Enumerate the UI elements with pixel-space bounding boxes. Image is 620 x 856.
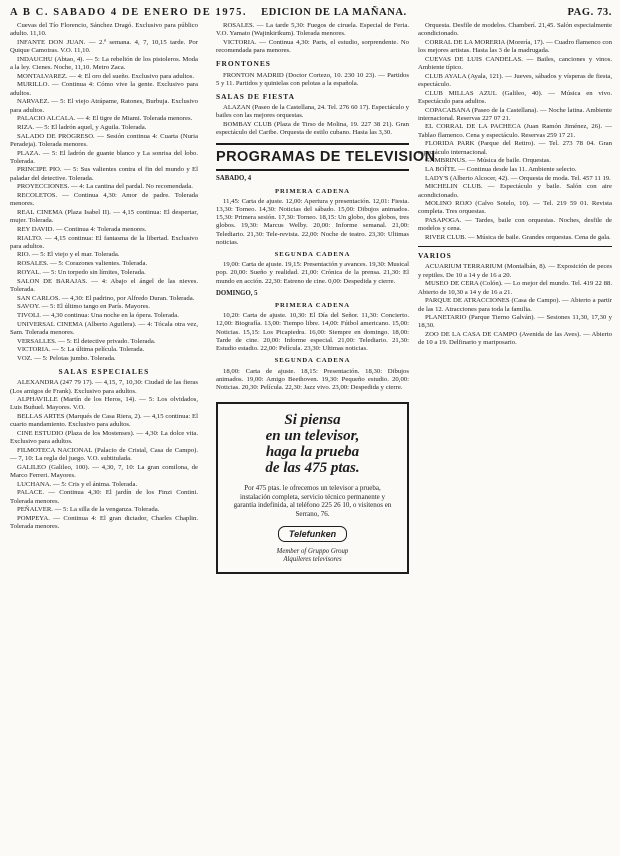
- day-heading: SABADO, 4: [216, 175, 252, 183]
- section-heading: SALAS DE FIESTA: [216, 91, 295, 101]
- listing-entry: RIALTO. — 4,15 continua: El fantasma de la libertad. Exclusivo para adultos.: [10, 234, 198, 250]
- tv-schedule: 18,00: Carta de ajuste. 18,15: Presentación. 18,30: Dibujos animados. 19,00: Amigo Beethoven. 19,30: Pequeño estudio. 20,00: Noticias. 20,30: Película. 22,30: Jazz vivo. 23,00: Despedida y cierre.: [216, 367, 409, 391]
- listing-entry: MICHELIN CLUB. — Espectáculo y baile. Salón con aire acondicionado.: [418, 183, 612, 199]
- ad-headline-line: en un televisor,: [265, 428, 360, 445]
- edition-label: EDICION DE LA MAÑANA.: [261, 6, 407, 18]
- listing-entry: COPACABANA (Paseo de la Castellana). — Noche latina. Ambiente internacional. Reservas 227 07 21.: [418, 106, 612, 122]
- brand-logo: Telefunken: [278, 526, 347, 542]
- listing-entry: MONTALVAREZ. — 4: El oro del sueño. Exclusivo para adultos.: [17, 72, 195, 80]
- column-left: [10, 22, 198, 856]
- listing-entry: MUSEO DE CERA (Colón). — Lo mejor del mundo. Tel. 419 22 88. Abierto de 10,30 a 14 y de 16 a 21.: [418, 280, 612, 296]
- ad-tagline: [226, 548, 399, 564]
- ad-headline: [226, 412, 399, 476]
- listing-entry: NARVAEZ. — 5: El viejo Atrápame, Ratones, Burbuja. Exclusivo para adultos.: [10, 98, 198, 114]
- listing-entry: ROSALES. — 5: Corazones valientes. Tolerada.: [17, 260, 148, 268]
- listing-entry: CLUB AYALA (Ayala, 121). — Jueves, sábados y vísperas de fiesta, espectáculo.: [418, 72, 612, 88]
- listing-entry: FRONTON MADRID (Doctor Cortezo, 10. 230 10 23). — Partidos 5 y 11. Partidos y quinielas con pelotas a la española.: [216, 71, 409, 87]
- listing-entry: Cuevas del Tío Florencio, Sánchez Dragó. Exclusivo para público adulto. 11,10.: [10, 22, 198, 38]
- ad-headline-line: de las 475 ptas.: [265, 460, 360, 477]
- page-header: [10, 3, 612, 21]
- listing-entry: RIVER CLUB. — Música de baile. Grandes orquestas. Cena de gala.: [425, 234, 611, 242]
- listing-entry: FILMOTECA NACIONAL (Palacio de Cristal, Casa de Campo). — 7, 10: La regla del juego. V.O. subtitulada.: [10, 446, 198, 463]
- day-heading: DOMINGO, 5: [216, 289, 258, 297]
- channel-heading: PRIMERA CADENA: [275, 302, 350, 310]
- listing-entry: SALON DE BARAJAS. — 4: Abajo el ángel de las nieves. Tolerada.: [10, 277, 198, 293]
- listing-entry: Orquesta. Desfile de modelos. Chamberí. 21,45. Salón especialmente acondicionado.: [418, 22, 612, 38]
- column-right: [418, 22, 612, 856]
- listing-entry: INDAUCHU (Abtao, 4). — 5: La rebelión de los pistoleros. Moda a la ley. Cienes. Noche, 11,10. Metro Zaca.: [10, 55, 198, 72]
- listing-entry: PALACE. — Continua 4,30: El jardín de los Finzi Contini. Tolerada menores.: [10, 489, 198, 505]
- ad-headline-line: haga la prueba: [265, 444, 360, 461]
- listing-entry: LADY'S (Alberto Alcocer, 42). — Orquesta de moda. Tel. 457 11 19.: [425, 174, 611, 182]
- listing-entry: SAN CARLOS. — 4,30: El padrino, por Alfredo Duran. Tolerada.: [17, 294, 195, 302]
- listing-entry: SAVOY. — 5: El último tango en París. Mayores.: [17, 303, 150, 311]
- listing-entry: MURILLO. — Continua 4: Cómo vive la gente. Exclusivo para adultos.: [10, 81, 198, 97]
- listing-entry: CLUB MILLAS AZUL (Galileo, 40). — Música en vivo. Espectáculo para adultos.: [418, 89, 612, 105]
- section-heading: SALAS ESPECIALES: [58, 367, 150, 377]
- listing-entry: LUCHANA. — 5: Cris y el ánima. Tolerada.: [17, 480, 138, 488]
- ad-tagline-line: Member of Gruppo Group: [276, 548, 349, 556]
- listing-entry: ROYAL. — 5: Un torpedo sin límites, Tolerada.: [17, 268, 146, 276]
- listing-entry: PALACIO ALCALA. — 4: El tigre de Miami. Tolerada menores.: [17, 115, 193, 123]
- listing-entry: TIVOLI. — 4,30 continua: Una noche en la ópera. Tolerada.: [17, 311, 179, 319]
- listing-entry: ALEXANDRA (247 79 17). — 4,15, 7, 10,30: Ciudad de las fieras (Los amigos de Frank). Exclusivo para adultos.: [10, 379, 198, 395]
- listing-entry: REAL CINEMA (Plaza Isabel II). — 4,15 continua: El despertar, mujer. Tolerada.: [10, 208, 198, 225]
- listing-entry: INFANTE DON JUAN. — 2.ª semana. 4, 7, 10,15 tarde. Por Quique Camoiras. V.O. 11,10.: [10, 38, 198, 55]
- channel-heading: PRIMERA CADENA: [275, 187, 350, 195]
- tv-section-title: PROGRAMAS DE TELEVISION: [216, 143, 409, 171]
- listing-entry: REY DAVID. — Continua 4: Tolerada menores.: [17, 225, 147, 233]
- section-heading: FRONTONES: [216, 59, 271, 69]
- listing-entry: PRINCIPE PIO. — 5: Sus valientes contra el fin del mundo y El paladar del detective. Tolerada.: [10, 166, 198, 182]
- listing-entry: VICTORIA. — Continua 4,30: Paris, el estudio, sorprendente. No recomendada para menores.: [216, 38, 409, 55]
- tv-schedule: 19,00: Carta de ajuste. 19,15: Presentación y avances. 19,30: Musical pop. 20,00: Sueño y realidad. 21,00: Crónica de la prensa. 21,30: El mundo en acción. 22,30: Estreno de cine. 0,00: Despedida y cierre.: [216, 261, 409, 285]
- listing-entry: PLAZA. — 5: El ladrón de guante blanco y La sonrisa del lobo. Tolerada.: [10, 149, 198, 165]
- listing-entry: VICTORIA. — 5: La última película. Tolerada.: [17, 346, 145, 354]
- ad-headline-line: Si piensa: [284, 412, 341, 429]
- listing-entry: FLORIDA PARK (Parque del Retiro). — Tel. 273 78 04. Gran espectáculo internacional.: [418, 140, 612, 156]
- channel-heading: SEGUNDA CADENA: [274, 357, 351, 365]
- listing-entry: LA BOÎTE. — Continua desde las 11. Ambiente selecto.: [425, 165, 577, 173]
- listing-entry: MOLINO ROJO (Calvo Sotelo, 10). — Tel. 219 59 01. Revista completa. Tres orquestas.: [418, 200, 612, 216]
- listing-entry: CUEVAS DE LUIS CANDELAS. — Bailes, canciones y vinos. Ambiente típico.: [418, 55, 612, 72]
- listing-entry: GAMBRINUS. — Música de baile. Orquestas.: [425, 157, 551, 165]
- listing-entry: PARQUE DE ATRACCIONES (Casa de Campo). — Abierto a partir de las 12. Atracciones para toda la familia.: [418, 297, 612, 313]
- listing-entry: RECOLETOS. — Continua 4,30: Amor de padre. Tolerada menores.: [10, 192, 198, 208]
- listing-entry: PASAPOGA. — Tardes, baile con orquestas. Noches, desfile de modelos y cena.: [418, 217, 612, 233]
- listing-entry: RIO. — 5: El viejo y el mar. Tolerada.: [17, 251, 120, 259]
- ad-body-text: Por 475 ptas. le ofrecemos un televisor a prueba, instalación completa, servicio técnico permanente y garantía indefinida, al teléfono 225 26 10, o visítenos en Serrano, 76.: [233, 484, 392, 518]
- listing-entry: POMPEYA. — Continua 4: El gran dictador, Charles Chaplin. Tolerada menores.: [10, 515, 198, 531]
- masthead-date: A B C. SABADO 4 DE ENERO DE 1975.: [10, 6, 248, 18]
- listing-entry: BOMBAY CLUB (Plaza de Tirso de Molina, 19. 227 38 21). Gran espectáculo del Caribe. Orquesta de estilo cubano. Hasta las 3,30.: [216, 121, 409, 137]
- special-cinemas: [10, 379, 198, 531]
- listing-entry: ALAZAN (Paseo de la Castellana, 24. Tel. 276 60 17). Espectáculo y bailes con las mejores orquestas.: [216, 104, 409, 120]
- listing-entry: GALILEO (Galileo, 100). — 4,30, 7, 10: La gran comilona, de Marco Ferreri. Mayores.: [10, 463, 198, 480]
- page-number: PAG. 73.: [567, 6, 612, 18]
- listing-entry: BELLAS ARTES (Marqués de Casa Riera, 2). — 4,15 continua: El cuarto mandamiento. Exclusivo para adultos.: [10, 413, 198, 429]
- section-divider: [418, 246, 612, 247]
- listing-entry: CINE ESTUDIO (Plaza de los Mostenses). — 4,30: La dolce vita. Exclusivo para adultos.: [10, 430, 198, 446]
- listing-entry: PEÑALVER. — 5: La silla de la venganza. Tolerada.: [17, 506, 160, 514]
- listing-entry: PROYECCIONES. — 4: La cantina del pardal. No recomendada.: [17, 183, 193, 191]
- tv-schedule: 10,20: Carta de ajuste. 10,30: El Día del Señor. 11,30: Concierto. 12,00: Biografía. 13,00: Tiempo libre. 14,00: Fútbol americano. 15,00: Noticias. 15,15: Los Picapiedra. 16,00: Siempre en domingo. 18,00: Tarde de cine. 20,00: Informe especial. 21,00: Telediario. 21,30: Estudio estadio. 22,00: Película. 23,30: Ultimas noticias.: [216, 312, 409, 353]
- listing-entry: PLANETARIO (Parque Tierno Galván). — Sesiones 11,30, 17,30 y 18,30.: [418, 314, 612, 330]
- tv-rental-advertisement: [216, 402, 409, 574]
- listing-entry: ALPHAVILLE (Martín de los Heros, 14). — 5: Los olvidados, Luis Buñuel. Mayores. V.O.: [10, 396, 198, 412]
- listing-entry: EL CORRAL DE LA PACHECA (Juan Ramón Jiménez, 26). — Tablao flamenco. Cena y espectáculo. Reservas 259 17 21.: [418, 123, 612, 139]
- listing-entry: ROSALES. — La tarde 5,30: Fuegos de ciruela. Especial de Feria. V.O. Yamato (Wajinkirikum). Tolerada menores.: [216, 22, 409, 38]
- cinema-listings: [10, 22, 198, 363]
- listing-entry: VERSALLES. — 5: El detective privado. Tolerada.: [17, 337, 156, 345]
- listing-entry: ZOO DE LA CASA DE CAMPO (Avenida de las Aves). — Abierto de 10 a 19. Delfinario y mariposario.: [418, 331, 612, 347]
- tv-schedule: 11,45: Carta de ajuste. 12,00: Apertura y presentación. 12,01: Fiesta. 13,30: Torneo. 14,30: Noticias del sábado. 15,00: Dibujos animados. 15,30: Primera sesión. 17,30: Torneo. 18,15: Un globo, dos globos, tres globos. 19,30: Marcus Welby. 20,00: Informe semanal. 21,00: Telediario. 21,30: Tele-revista. 22,00: Noche de teatro. 23,30: Ultimas noticias.: [216, 197, 409, 246]
- listing-entry: SALADO DE PROGRESO. — Sesión continua 4: Cuarta (Nuria Peradeja). Tolerada menores.: [10, 132, 198, 148]
- ad-tagline-line: Alquileres televisores: [283, 556, 342, 564]
- listing-entry: ACUARIUM TERRARIUM (Montalbán, 8). — Exposición de peces y reptiles. De 10 a 14 y de 16 a 20.: [418, 263, 612, 279]
- listing-entry: CORRAL DE LA MORERIA (Morería, 17). — Cuadro flamenco con los mejores artistas. Hasta las 3 de la madrugada.: [418, 38, 612, 55]
- listing-entry: UNIVERSAL CINEMA (Alberto Aguilera). — 4: Tócala otra vez, Sam. Tolerada menores.: [10, 320, 198, 336]
- section-heading: VARIOS: [418, 251, 452, 261]
- listing-entry: RIZA. — 5: El ladrón aquel, y Aguila. Tolerada.: [17, 123, 147, 131]
- channel-heading: SEGUNDA CADENA: [274, 251, 351, 259]
- listing-entry: VOZ. — 5: Pelotas jumbo. Tolerada.: [17, 354, 116, 362]
